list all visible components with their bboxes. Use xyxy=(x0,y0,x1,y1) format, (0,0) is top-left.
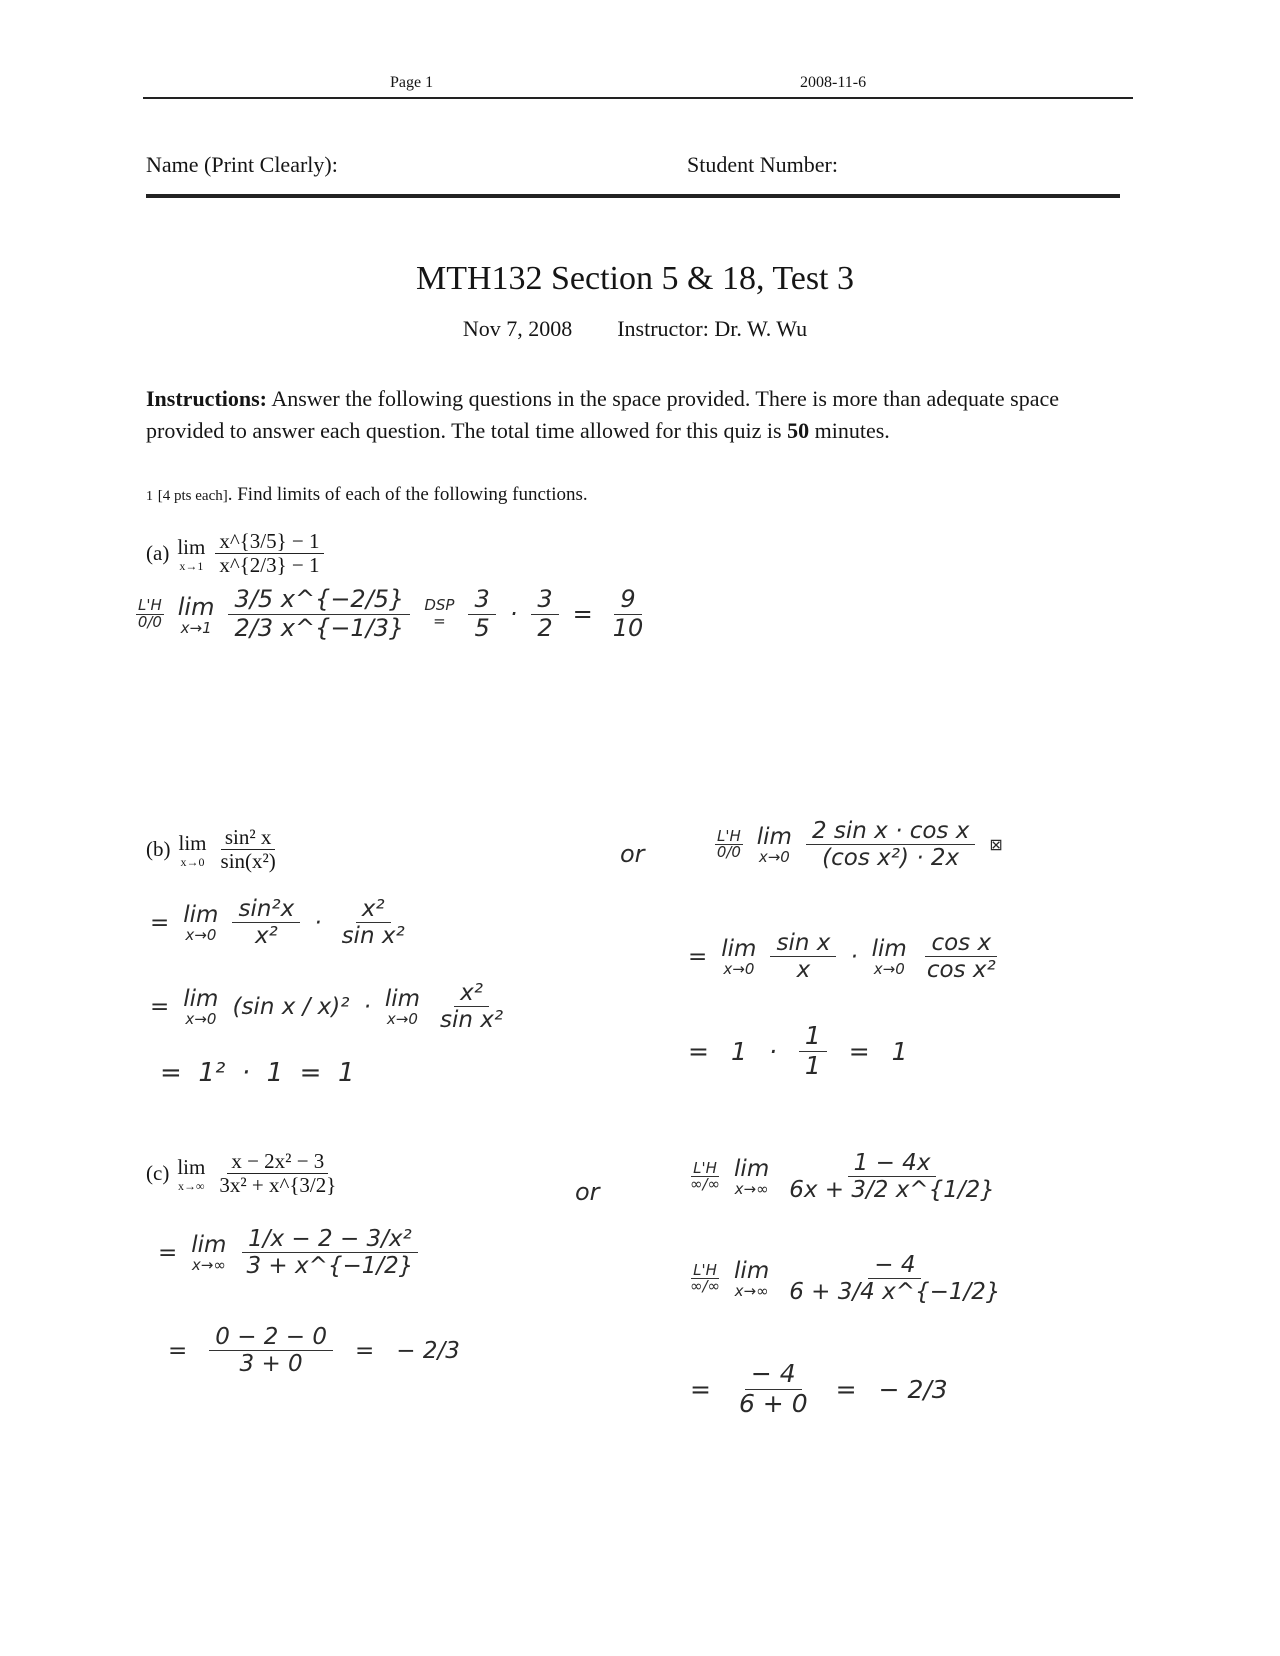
part-b-left-line-2: = lim x→0 (sin x / x)² · lim x→0 $\frac{\text{x²}}{\text{sin x²}}$ xyxy=(150,980,504,1034)
page-title: MTH132 Section 5 & 18, Test 3 xyxy=(415,260,855,297)
minutes-value: 50 xyxy=(787,418,810,443)
part-b-right-line-3: = 1 · $\frac{1}{1}$ = 1 xyxy=(688,1021,908,1080)
test-date: Nov 7, 2008 xyxy=(462,316,573,341)
part-b-right-line-2: = lim x→0 $\frac{\text{sin x}}{x}$ · lim x→0 $\frac{\text{cos x}}{\text{cos x²}}$ xyxy=(688,930,996,984)
question-number: 1 xyxy=(146,489,153,504)
part-a-lim: lim x→1 xyxy=(177,535,206,574)
part-b-left-line-3: = 1² · 1 = 1 xyxy=(160,1058,355,1088)
part-c-right-line-1: L'H ∞/∞ lim x→∞ $\frac{1 - 4x}{6x + 3/2 x\^{}\{1/2\}}$ xyxy=(690,1150,995,1204)
instructions-text: Answer the following questions in the space provided. There is more than adequate space provided to answer each question. The total time allowed for this quiz is xyxy=(146,386,1060,443)
part-b-or: or xyxy=(620,840,645,868)
instructions-heading: Instructions: xyxy=(146,386,268,411)
part-a-label: (a) xyxy=(146,541,170,566)
header-date: 2008-11-6 xyxy=(800,74,867,91)
part-c-lim: lim x→∞ xyxy=(177,1155,206,1194)
instructor: Instructor: Dr. W. Wu xyxy=(617,316,808,341)
part-b-problem xyxy=(146,826,280,873)
part-b-left-line-1: = lim x→0 $\frac{\text{sin²x}}{\text{x²}}$ · $\frac{\text{x²}}{\text{sin x²}}$ xyxy=(150,896,405,950)
part-c-left-line-2: = $\frac{0 - 2 - 0}{3 + 0}$ = − 2/3 xyxy=(168,1324,460,1378)
part-a-result: $\frac{9}{10}$ xyxy=(612,585,644,642)
part-c-fraction: $\frac{\text{x − 2x² − 3}}{\text{3x² + x\textasciicircum{}\{3/2\}}}$ xyxy=(219,1149,337,1198)
part-a-dot: · xyxy=(509,600,518,629)
part-c-left-line-1: = lim x→∞ $\frac{\text{1/x − 2 − 3/x²}}{3 + x\^{}\{-1/2\}}$ xyxy=(158,1226,419,1280)
page-number: Page 1 xyxy=(390,74,434,91)
part-a-rule: L'H 0/0 xyxy=(137,595,162,631)
subtitle xyxy=(0,316,1270,342)
part-c-problem xyxy=(146,1150,340,1197)
part-c-right-line-2: L'H ∞/∞ lim x→∞ $\frac{- 4}{6 + 3/4 x\^{}\{-1/2\}}$ xyxy=(690,1252,1001,1306)
part-c-label: (c) xyxy=(146,1161,170,1186)
part-b-right-line-1: L'H 0/0 lim x→0 $\frac{\text{2 sin x · cos x}}{\text{(cos x²) · 2x}}$ ⊠ xyxy=(716,818,1003,872)
instructions-text-end: minutes. xyxy=(814,418,890,443)
part-a-work-lim: lim x→1 xyxy=(177,592,215,637)
question-text: . Find limits of each of the following functions. xyxy=(227,484,588,505)
part-b-lim: lim x→0 xyxy=(178,831,207,870)
student-number-label: Student Number: xyxy=(687,152,838,177)
part-a-equals: = xyxy=(572,600,593,629)
part-a-problem xyxy=(146,530,324,577)
part-c-right-line-3: = $\frac{- 4}{6 + 0}$ = − 2/3 xyxy=(690,1359,948,1418)
part-b-fraction: $\frac{\text{sin² x}}{\text{sin(x²)}}$ xyxy=(220,825,276,874)
part-a-work xyxy=(136,586,649,642)
part-a-fraction: $\frac{x\^{}\{3/5\} - 1}{x\^{}\{2/3\} - 1}$ xyxy=(215,530,323,577)
question-1 xyxy=(146,484,588,506)
part-a-work-fraction: $\frac{3/5 x\^{}\{-2/5\}}{2/3 x\^{}\{-1/3\}}$ xyxy=(228,586,410,642)
name-field-label: Name (Print Clearly): xyxy=(146,152,338,177)
question-points: [4 pts each] xyxy=(157,488,228,504)
header-rule xyxy=(143,97,1133,99)
part-a-factor-2: $\frac{3}{2}$ xyxy=(531,586,558,642)
instructions xyxy=(146,383,1136,447)
part-a-dsp: DSP = xyxy=(424,596,455,631)
part-a-factor-1: $\frac{3}{5}$ xyxy=(468,586,495,642)
part-c-or: or xyxy=(575,1178,600,1206)
part-b-label: (b) xyxy=(146,837,171,862)
name-rule xyxy=(146,194,1120,198)
